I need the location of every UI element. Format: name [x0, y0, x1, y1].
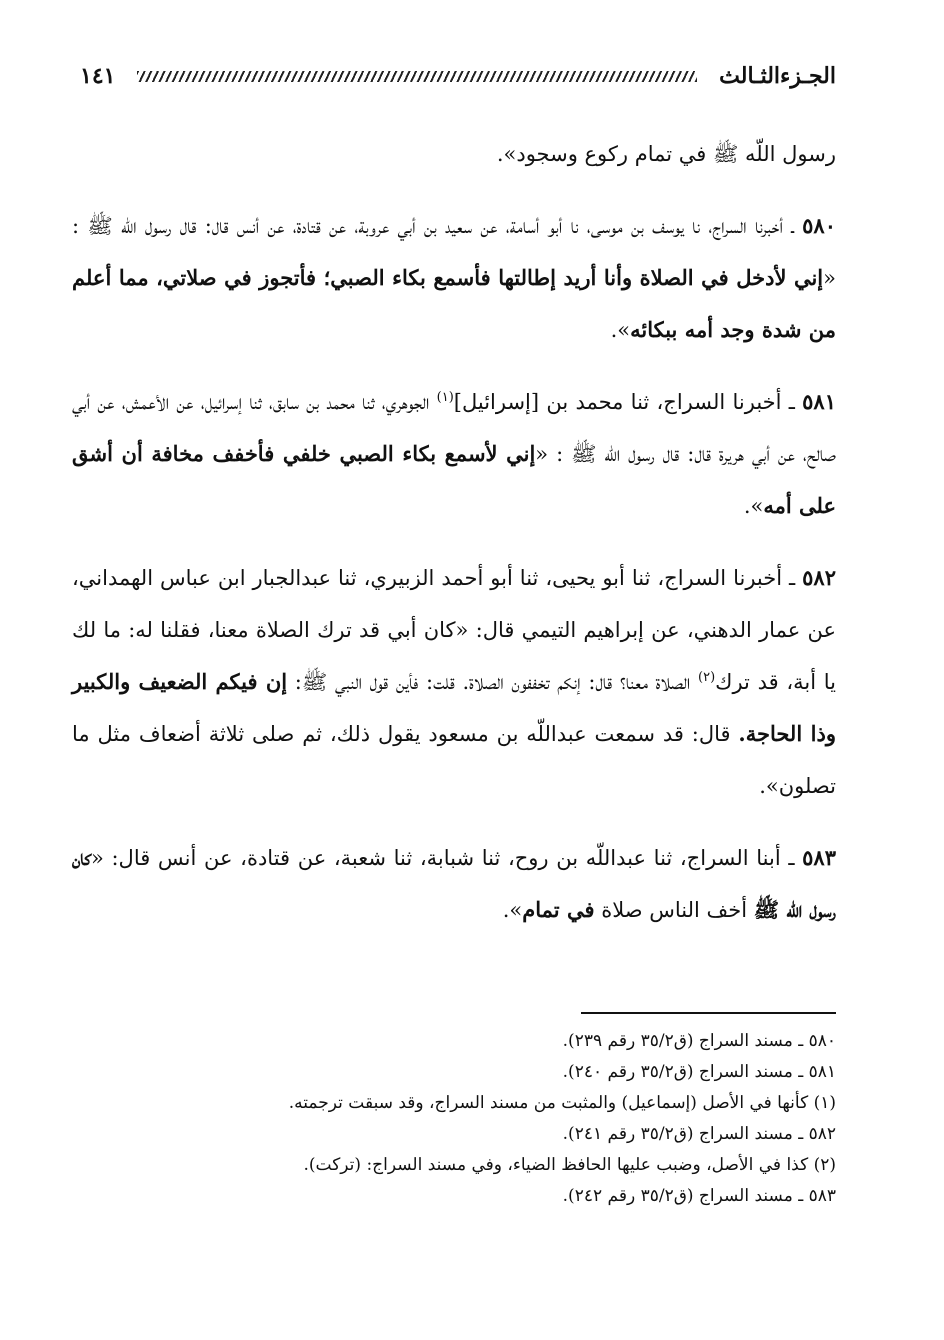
- hadith-isnad: ـ أخبرنا السراج، نا يوسف بن موسى، نا أبو أسامة، عن سعيد بن أبي عروبة، عن قتادة، عن أنس قال: قال رسول اللّه ﷺ : «: [72, 214, 836, 290]
- hadith-end: قال: قد سمعت عبداللّه بن مسعود يقول ذلك، ثم صلى ثلاثة أضعاف مثل ما تصلون».: [72, 722, 836, 798]
- footnote-line: ٥٨٢ ـ مسند السراج (ق٣٥/٢ رقم ٢٤١).: [562, 1124, 836, 1144]
- hadith-end: ».: [502, 898, 523, 922]
- continuation-paragraph: [72, 128, 836, 180]
- part-title: الجـزءالثـالث: [719, 63, 836, 89]
- footnote-marker: (٢): [698, 670, 716, 685]
- footnote-line: (١) كأنها في الأصل (إسماعيل) والمثبت من مسند السراج، وقد سبقت ترجمته.: [288, 1093, 836, 1113]
- hadith-matn: إني لأسمع بكاء الصبي خلفي فأخفف مخافة أن أشق على أمه: [72, 441, 836, 518]
- hadith-isnad: ـ أخبرنا السراج، ثنا أبو يحيى، ثنا أبو أحمد الزبيري، ثنا عبدالجبار ابن عباس الهمداني، عن عمار الدهني، عن إبراهيم التيمي قال: «كان أبي قد ترك الصلاة معنا، فقلنا له: ما لك يا أبة، قد ترك: [72, 566, 836, 694]
- hadith-end: ».: [610, 318, 631, 342]
- hadith-matn-end: في تمام: [522, 897, 595, 922]
- hadith-matn: كان رسول اللّه ﷺ: [72, 845, 836, 922]
- hadith-matn-mid: أخف الناس صلاة: [594, 898, 754, 922]
- hadith-isnad-cont: الصلاة معنا؟ قال: إنكم تخففون الصلاة. قلت: فأين قول النبي ﷺ:: [287, 670, 698, 694]
- hadith-582: [72, 552, 836, 812]
- header-rule: [137, 71, 697, 82]
- page-body: [72, 128, 836, 956]
- hadith-isnad: ـ أخبرنا السراج، ثنا محمد بن [إسرائيل]: [453, 390, 803, 414]
- footnote-line: ٥٨٣ ـ مسند السراج (ق٣٥/٢ رقم ٢٤٢).: [562, 1186, 836, 1206]
- footnote-separator: [581, 1012, 836, 1014]
- page-header: [80, 58, 836, 94]
- footnote-line: ٥٨٠ ـ مسند السراج (ق٣٥/٢ رقم ٢٣٩).: [562, 1031, 836, 1051]
- hadith-581: [72, 376, 836, 532]
- page-number: ١٤١: [80, 63, 116, 89]
- hadith-matn: إني لأدخل في الصلاة وأنا أريد إطالتها فأسمع بكاء الصبي؛ فأتجوز في صلاتي، مما أعلم من شدة وجد أمه ببكائه: [72, 265, 836, 342]
- paragraph-text: رسول اللّه ﷺ في تمام ركوع وسجود».: [496, 142, 836, 166]
- hadith-number: ٥٨١: [802, 389, 836, 414]
- hadith-end: ».: [743, 494, 764, 518]
- footnote-line: (٢) كذا في الأصل، وضبب عليها الحافظ الضياء، وفي مسند السراج: (تركت).: [303, 1155, 836, 1175]
- hadith-number: ٥٨٢: [802, 565, 836, 590]
- hadith-number: ٥٨٠: [802, 213, 836, 238]
- hadith-matn: إن فيكم الضعيف والكبير وذا الحاجة.: [72, 669, 836, 746]
- hadith-583: [72, 832, 836, 936]
- hadith-isnad: ـ أبنا السراج، ثنا عبداللّه بن روح، ثنا شبابة، ثنا شعبة، عن قتادة، عن أنس قال: «: [90, 846, 803, 870]
- hadith-isnad-cont: الجوهري، ثنا محمد بن سابق، ثنا إسرائيل، عن الأعمش، عن أبي صالح، عن أبي هريرة قال: قال رسول اللّه ﷺ : «: [72, 390, 836, 466]
- footnote-marker: (١): [436, 390, 454, 405]
- footnote-line: ٥٨١ ـ مسند السراج (ق٣٥/٢ رقم ٢٤٠).: [562, 1062, 836, 1082]
- footnotes: [120, 1012, 836, 1212]
- hadith-580: [72, 200, 836, 356]
- hadith-number: ٥٨٣: [802, 845, 836, 870]
